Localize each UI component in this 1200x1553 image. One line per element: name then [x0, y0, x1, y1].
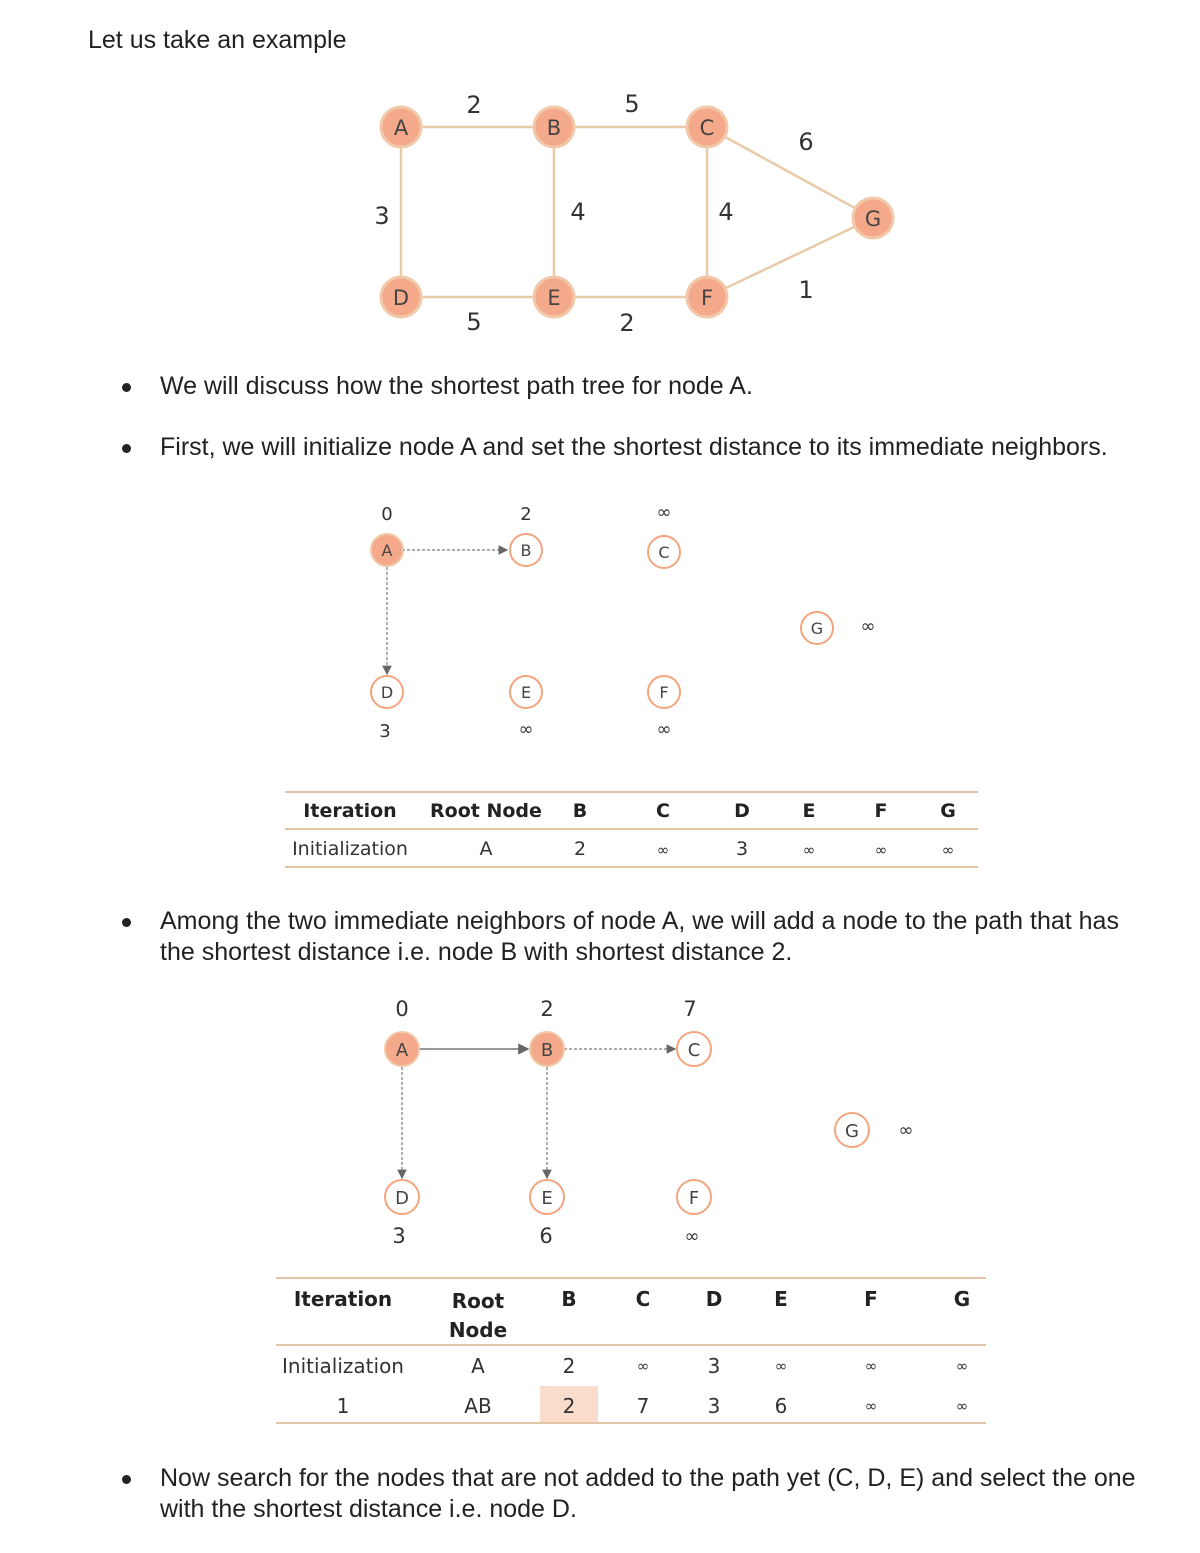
step2-node-g — [835, 1113, 869, 1147]
table-rule — [276, 1277, 986, 1279]
svg-text:D: D — [392, 286, 410, 310]
node-e — [534, 277, 574, 317]
node-c — [687, 107, 727, 147]
table-cell: 2 — [573, 838, 587, 860]
step2-diagram — [385, 997, 914, 1248]
table-rule — [276, 1422, 986, 1424]
node-a — [381, 107, 421, 147]
table-cell: ∞ — [774, 1357, 788, 1375]
weight-a-d: 3 — [374, 202, 390, 230]
svg-text:C: C — [658, 543, 670, 562]
weight-c-f: 4 — [718, 198, 734, 226]
table-cell: 3 — [735, 838, 749, 860]
table-cell: A — [471, 1354, 485, 1378]
svg-text:G: G — [845, 1121, 859, 1142]
table-cell: 6 — [774, 1394, 788, 1418]
svg-text:B: B — [520, 541, 532, 560]
table-cell: ∞ — [864, 1397, 878, 1415]
step1-dist-g: ∞ — [860, 616, 876, 637]
step2-dist-f: ∞ — [684, 1226, 700, 1247]
svg-text:A: A — [381, 541, 393, 560]
svg-text:D: D — [380, 683, 394, 702]
svg-text:F: F — [700, 286, 714, 310]
table-cell: ∞ — [656, 841, 670, 859]
step1-node-e — [510, 676, 542, 708]
table-cell: Initialization — [282, 1354, 404, 1378]
svg-text:E: E — [541, 1188, 553, 1209]
node-d — [381, 277, 421, 317]
step1-dist-d: 3 — [379, 721, 391, 742]
bullet-text: Among the two immediate neighbors of node A, we will add a node to the path that has the shortest distance i.e. node B with shortest distance 2. — [160, 907, 1119, 966]
bullet-1 — [122, 371, 753, 402]
table-header: E — [774, 1287, 788, 1311]
bullet-dot — [122, 918, 131, 927]
step1-node-f — [648, 676, 680, 708]
table-header: C — [635, 1287, 651, 1311]
table-header: F — [874, 800, 888, 822]
step1-node-b — [510, 534, 542, 566]
table-header: G — [953, 1287, 971, 1311]
step2-dist-c: 7 — [683, 997, 697, 1021]
weight-c-g: 6 — [798, 128, 814, 156]
svg-text:C: C — [699, 116, 715, 140]
weight-d-e: 5 — [466, 308, 482, 336]
svg-text:E: E — [547, 286, 561, 310]
bullet-2 — [122, 432, 1108, 463]
table-cell: Initialization — [292, 838, 408, 860]
table-cell: 2 — [562, 1394, 576, 1418]
table-cell: ∞ — [955, 1357, 969, 1375]
table-rule — [276, 1344, 986, 1346]
table-cell: ∞ — [874, 841, 888, 859]
table-rule — [285, 828, 978, 830]
table-cell: 1 — [336, 1394, 350, 1418]
table-header: D — [734, 800, 750, 822]
step1-dist-f: ∞ — [656, 719, 672, 740]
step1-dist-a: 0 — [381, 504, 393, 525]
table-header: Iteration — [303, 800, 397, 822]
node-g — [853, 198, 893, 238]
step2-node-c — [677, 1032, 711, 1066]
table-cell: ∞ — [636, 1357, 650, 1375]
svg-text:A: A — [393, 116, 409, 140]
main-graph-nodes — [381, 107, 893, 317]
weight-b-e: 4 — [570, 198, 586, 226]
weight-f-g: 1 — [798, 276, 814, 304]
table-cell: ∞ — [864, 1357, 878, 1375]
svg-text:D: D — [395, 1188, 409, 1209]
table-header: Root Node — [430, 800, 542, 822]
table-header: D — [705, 1287, 723, 1311]
edge-f-g — [707, 218, 873, 297]
svg-text:G: G — [864, 207, 882, 231]
table-header: B — [561, 1287, 577, 1311]
step2-dist-e: 6 — [539, 1224, 553, 1248]
page-heading: Let us take an example — [88, 26, 347, 54]
table-cell: 7 — [636, 1394, 650, 1418]
step1-dist-c: ∞ — [656, 502, 672, 523]
table-header: C — [656, 800, 670, 822]
step2-dist-b: 2 — [540, 997, 554, 1021]
step2-node-a — [385, 1032, 419, 1066]
table-header: F — [864, 1287, 878, 1311]
weight-b-c: 5 — [624, 90, 640, 118]
step2-dist-a: 0 — [395, 997, 409, 1021]
step1-node-g — [801, 612, 833, 644]
step2-node-f — [677, 1180, 711, 1214]
step2-dist-d: 3 — [392, 1224, 406, 1248]
table-header: B — [572, 800, 588, 822]
table-header: Root Node — [448, 1289, 508, 1342]
bullet-dot — [122, 444, 131, 453]
table-cell: ∞ — [941, 841, 955, 859]
table-rule — [285, 866, 978, 868]
table-cell: 2 — [562, 1354, 576, 1378]
table-cell: 3 — [707, 1354, 721, 1378]
bullet-3 — [122, 906, 1142, 968]
step1-node-a — [371, 534, 403, 566]
bullet-text: We will discuss how the shortest path tree for node A. — [160, 372, 753, 400]
table-cell: ∞ — [802, 841, 816, 859]
step1-node-c — [648, 536, 680, 568]
svg-text:F: F — [659, 683, 669, 702]
node-f — [687, 277, 727, 317]
svg-text:B: B — [546, 116, 562, 140]
svg-text:A: A — [395, 1040, 409, 1061]
svg-text:G: G — [810, 619, 824, 638]
weight-a-b: 2 — [466, 91, 482, 119]
bullet-dot — [122, 1475, 131, 1484]
step1-dist-e: ∞ — [518, 719, 534, 740]
svg-text:E: E — [520, 683, 532, 702]
bullet-text: First, we will initialize node A and set the shortest distance to its immediate neighbors. — [160, 433, 1108, 461]
bullet-4 — [122, 1463, 1162, 1525]
weight-e-f: 2 — [619, 309, 635, 337]
table-header: G — [940, 800, 956, 822]
table-cell: AB — [464, 1394, 492, 1418]
table-cell: A — [479, 838, 493, 860]
svg-text:B: B — [540, 1040, 554, 1061]
table-cell: ∞ — [955, 1397, 969, 1415]
table-header: E — [802, 800, 816, 822]
step1-node-d — [371, 676, 403, 708]
node-b — [534, 107, 574, 147]
svg-text:F: F — [688, 1188, 700, 1209]
bullet-text: Now search for the nodes that are not added to the path yet (C, D, E) and select the one with the shortest distance i.e. node D. — [160, 1464, 1136, 1523]
step2-node-d — [385, 1180, 419, 1214]
step1-diagram — [371, 502, 876, 742]
table-header: Iteration — [293, 1287, 393, 1311]
step2-node-b — [530, 1032, 564, 1066]
table-cell: 3 — [707, 1394, 721, 1418]
svg-text:C: C — [687, 1040, 701, 1061]
bullet-dot — [122, 383, 131, 392]
table-rule — [285, 791, 978, 793]
step2-dist-g: ∞ — [898, 1120, 914, 1141]
step1-dist-b: 2 — [520, 504, 532, 525]
step2-node-e — [530, 1180, 564, 1214]
